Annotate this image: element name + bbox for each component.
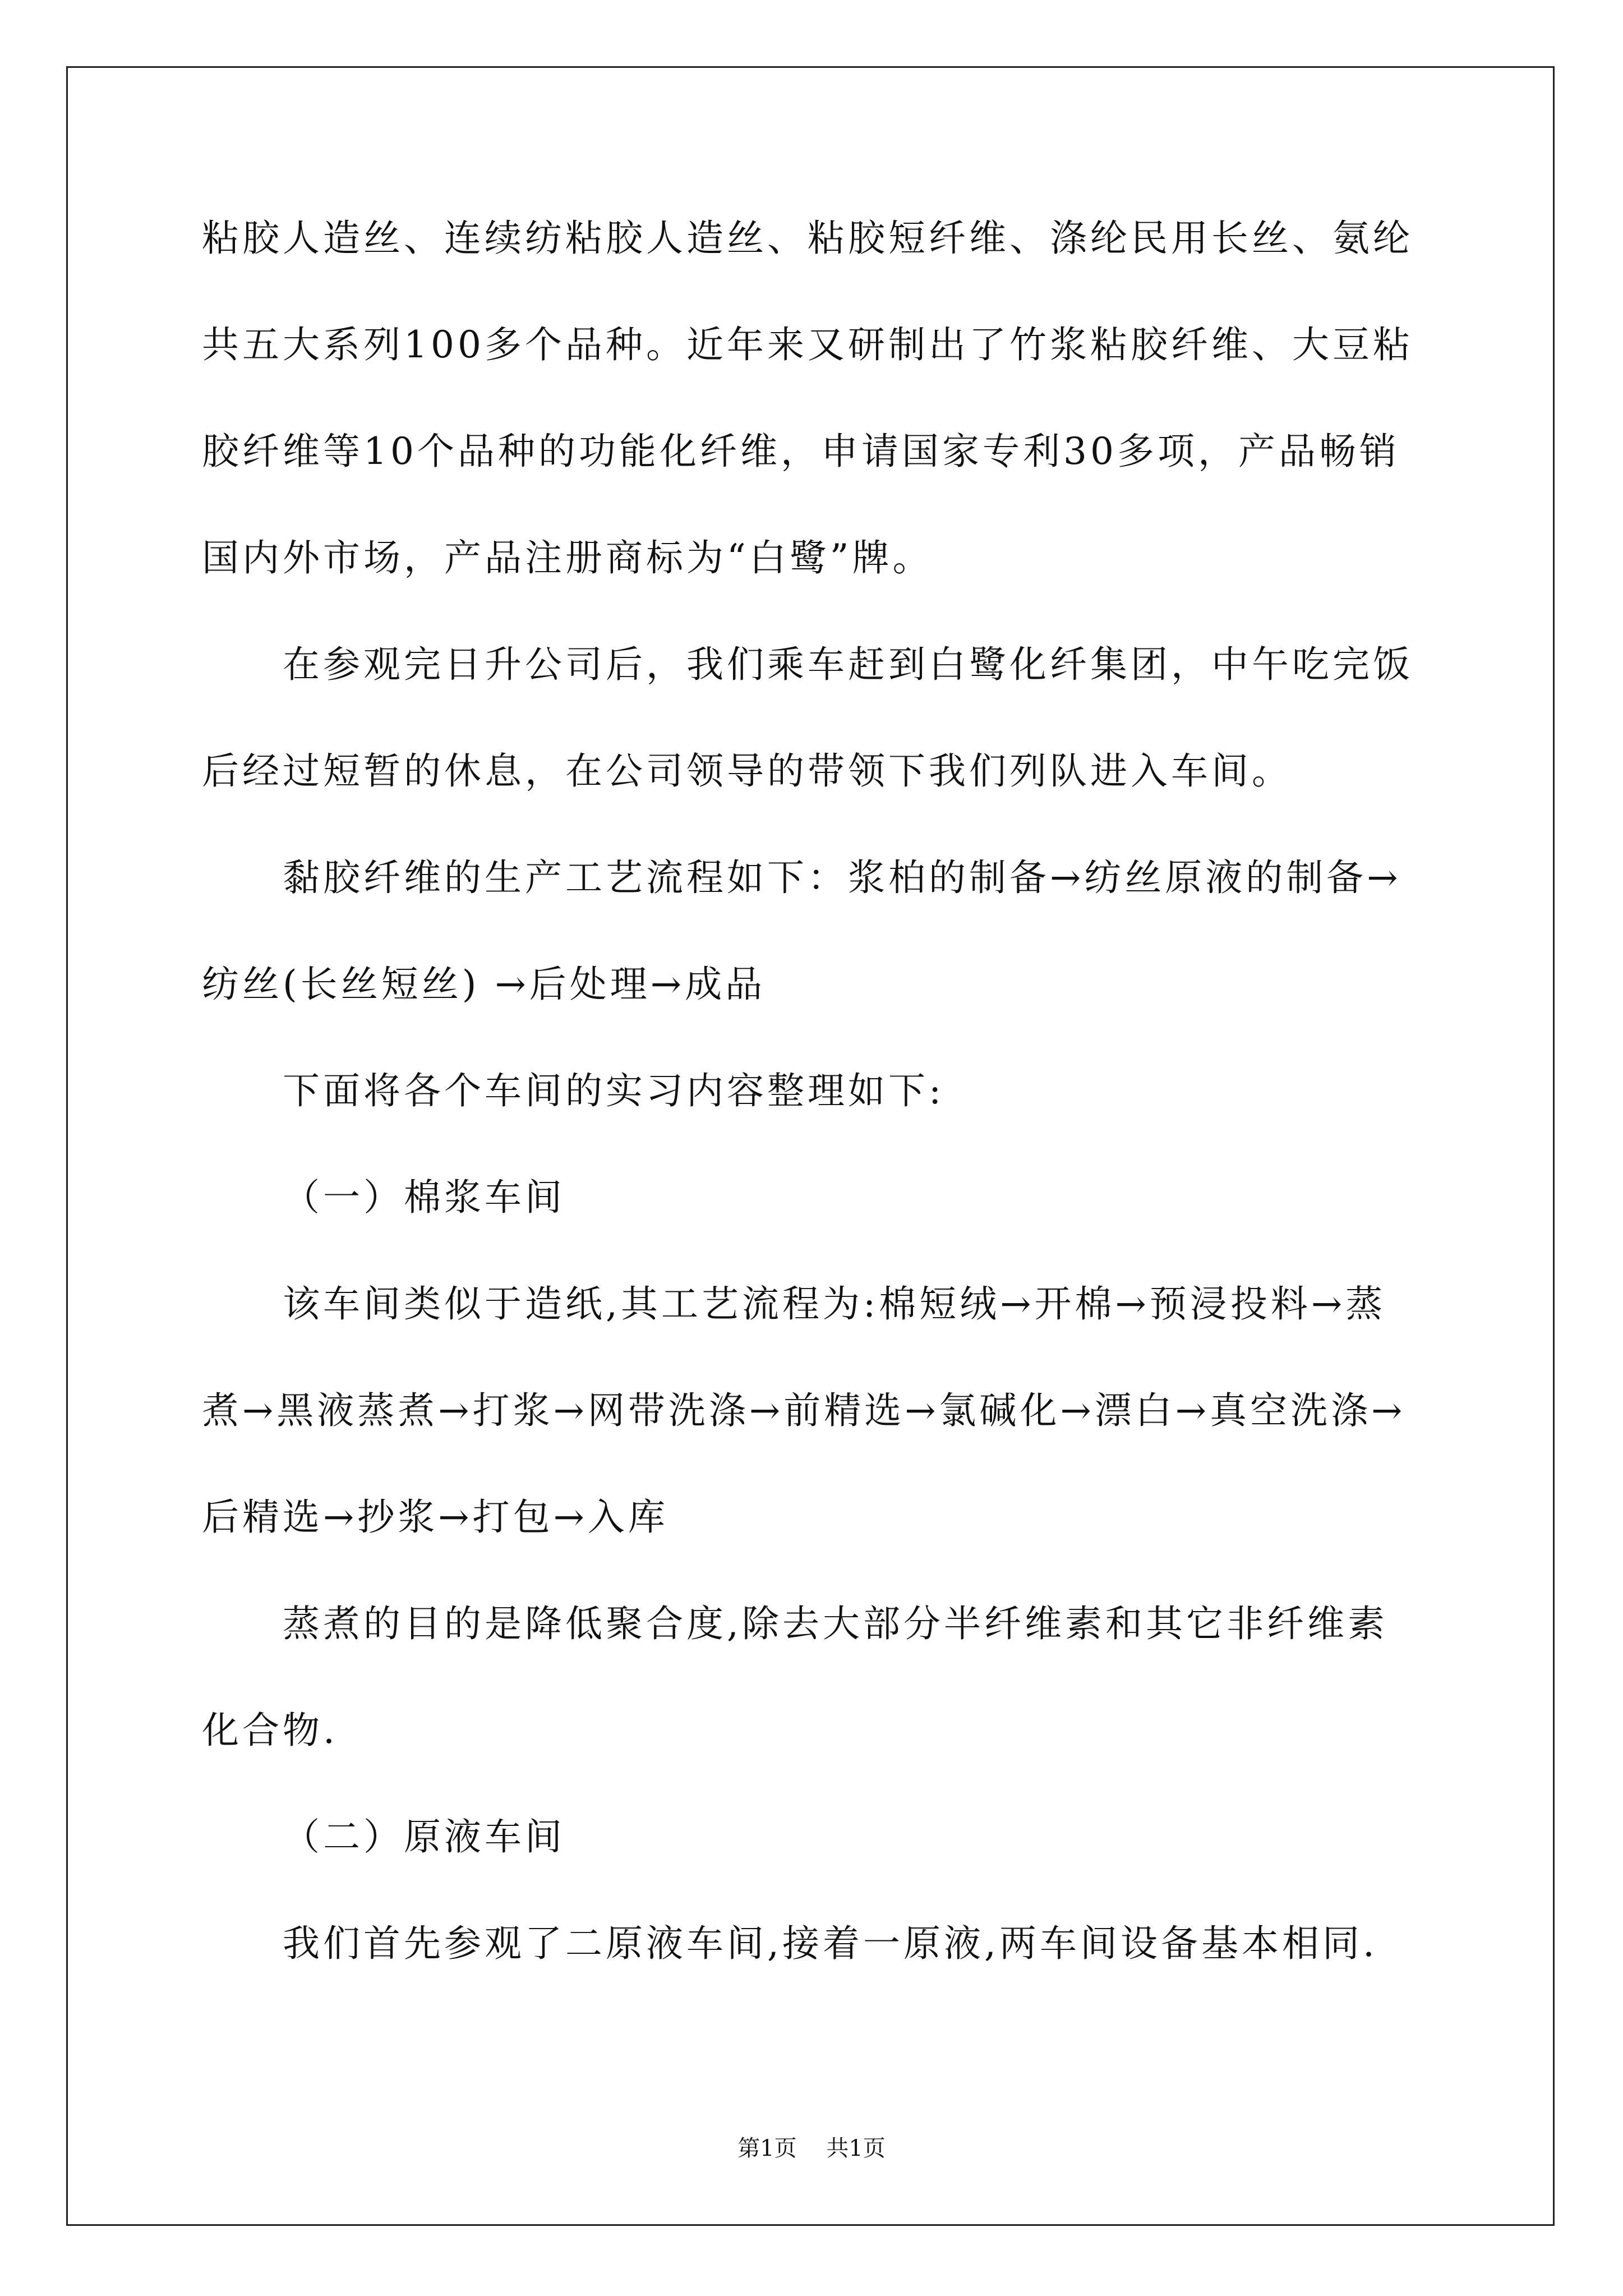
page-border <box>66 66 1555 2226</box>
page-number: 第1页 <box>737 2136 797 2161</box>
section-heading: （二）原液车间 <box>283 1815 565 1858</box>
body-line: 国内外市场，产品注册商标为“白鹭”牌。 <box>202 536 933 579</box>
body-line: 蒸煮的目的是降低聚合度,除去大部分半纤维素和其它非纤维素 <box>283 1602 1388 1645</box>
body-line: 在参观完日升公司后，我们乘车赶到白鹭化纤集团，中午吃完饭 <box>283 643 1413 686</box>
body-line: 后经过短暂的休息，在公司领导的带领下我们列队进入车间。 <box>202 749 1292 793</box>
body-line: 粘胶人造丝、连续纺粘胶人造丝、粘胶短纤维、涤纶民用长丝、氨纶 <box>202 217 1413 260</box>
body-line: 共五大系列100多个品种。近年来又研制出了竹浆粘胶纤维、大豆粘 <box>202 323 1413 366</box>
page-total: 共1页 <box>826 2136 886 2161</box>
body-line: 纺丝(长丝短丝) →后处理→成品 <box>202 963 766 1006</box>
section-heading: （一）棉浆车间 <box>283 1176 565 1219</box>
body-line: 化合物. <box>202 1709 338 1752</box>
body-line: 后精选→抄浆→打包→入库 <box>202 1496 668 1539</box>
body-line: 胶纤维等10个品种的功能化纤维，申请国家专利30多项，产品畅销 <box>202 430 1400 473</box>
body-line: 煮→黑液蒸煮→打浆→网带洗涤→前精选→氯碱化→漂白→真空洗涤→ <box>202 1389 1406 1432</box>
page-footer <box>0 2132 1623 2165</box>
body-line: 我们首先参观了二原液车间,接着一原液,两车间设备基本相同. <box>283 1922 1378 1965</box>
body-line: 该车间类似于造纸,其工艺流程为:棉短绒→开棉→预浸投料→蒸 <box>283 1282 1386 1326</box>
body-line: 下面将各个车间的实习内容整理如下: <box>283 1069 945 1112</box>
body-line: 黏胶纤维的生产工艺流程如下：浆柏的制备→纺丝原液的制备→ <box>283 856 1401 899</box>
